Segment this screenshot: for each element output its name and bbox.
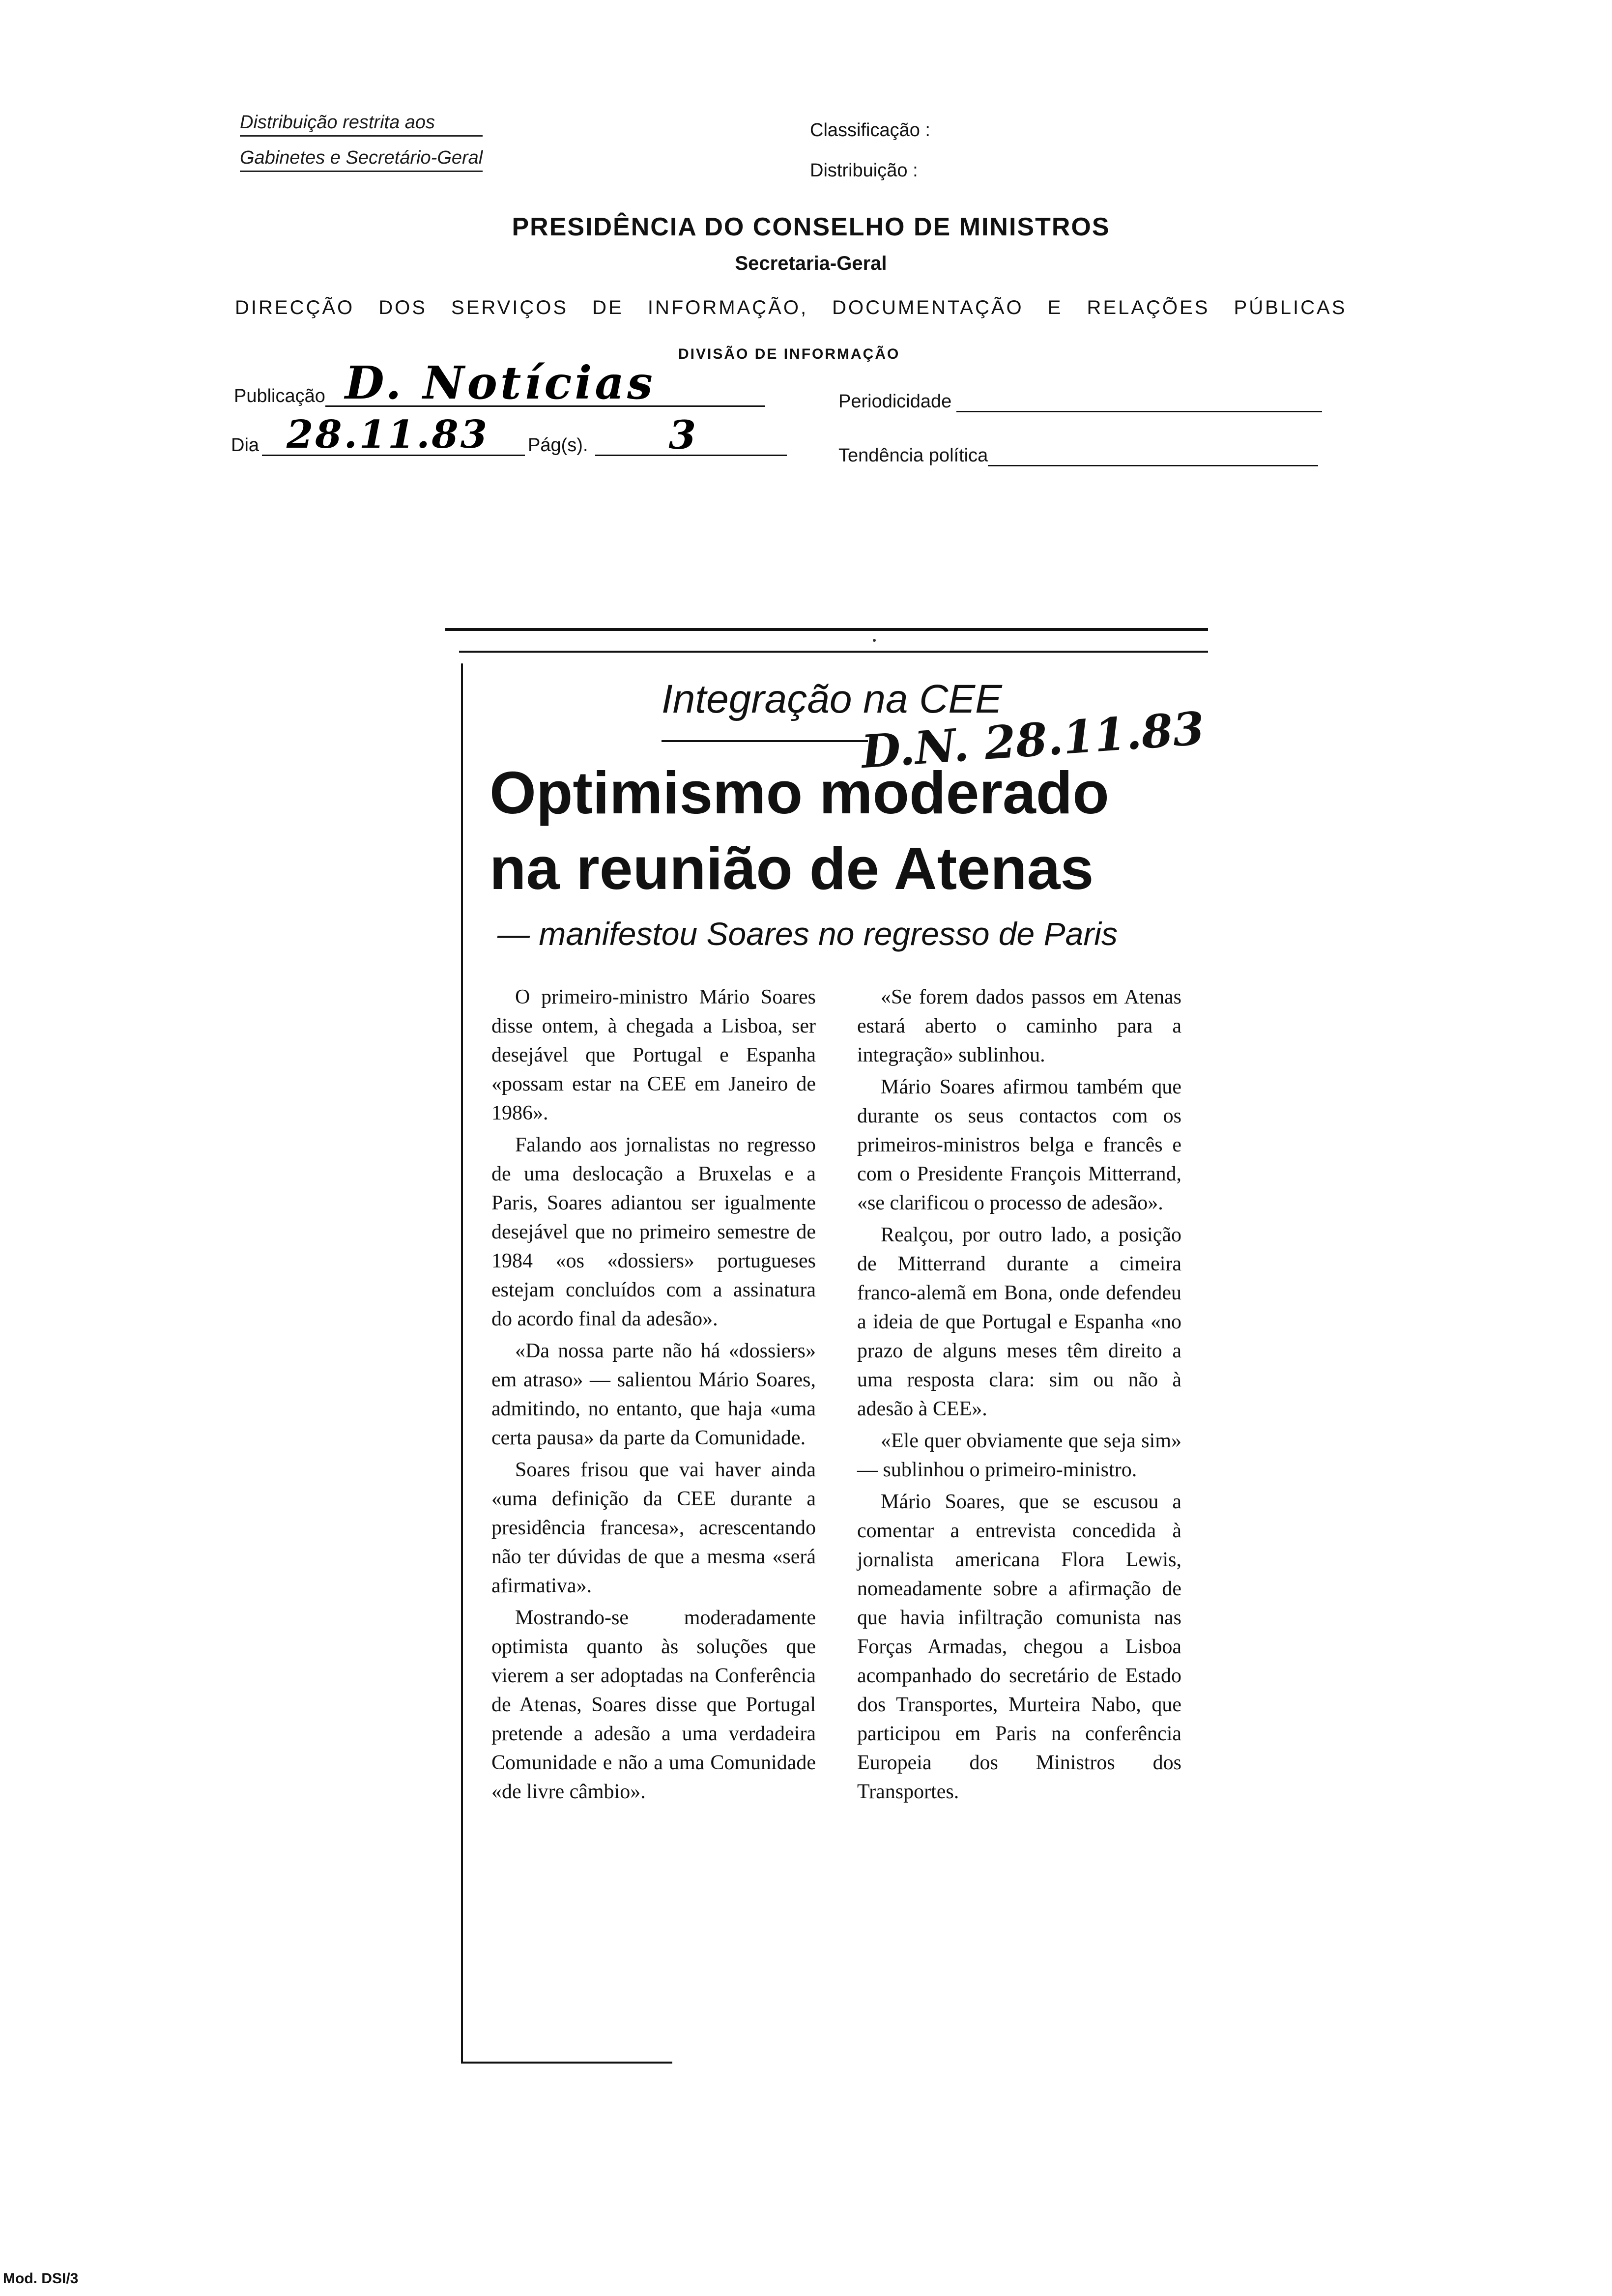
secretaria-title: Secretaria-Geral: [735, 253, 887, 274]
tendencia-row: [838, 445, 1318, 466]
publicacao-value: D. Notícias: [345, 356, 656, 409]
distribuicao-label: Distribuição :: [810, 160, 918, 181]
right-paragraph: «Ele quer obviamente que seja sim» — sublinhou o primeiro-ministro.: [857, 1430, 1181, 1481]
clipping-left-border: [461, 663, 463, 2062]
article-right-column: [857, 983, 1181, 1809]
clipping-top-rule: [445, 628, 1208, 631]
clipping-bottom-border: [461, 2062, 672, 2064]
pags-label: Pág(s).: [528, 435, 588, 456]
divisao-title: DIVISÃO DE INFORMAÇÃO: [678, 346, 900, 362]
tendencia-field: [988, 449, 1318, 466]
direccao-title: DIRECÇÃO DOS SERVIÇOS DE INFORMAÇÃO, DOCUMENTAÇÃO E RELAÇÕES PÚBLICAS: [235, 297, 1347, 318]
right-paragraph: Realçou, por outro lado, a posição de Mitterrand durante a cimeira franco-alemã em Bona, onde defendeu a ideia de que Portugal e Espanha «no prazo de alguns meses têm direito a uma resposta clara: sim ou não à adesão à CEE».: [857, 1224, 1181, 1420]
headline-line-2: na reunião de Atenas: [489, 835, 1094, 902]
restriction-line-1: Distribuição restrita aos: [240, 112, 483, 137]
pags-field: [595, 412, 787, 458]
right-paragraph: Mário Soares, que se escusou a comentar a entrevista concedida à jornalista americana Flora Lewis, nomeadamente sobre a afirmação de que havia infiltração comunista nas Forças Armadas, chegou a Lisboa acompanhado do secretário de Estado dos Transportes, Murteira Nabo, que participou em Paris na conferência Europeia dos Ministros dos Transportes.: [857, 1491, 1181, 1803]
right-paragraph: «Se forem dados passos em Atenas estará aberto o caminho para a integração» sublinhou.: [857, 986, 1181, 1066]
dia-label: Dia: [231, 435, 259, 456]
right-paragraph: Mário Soares afirmou também que durante os seus contactos com os primeiros-ministros belga e francês e com o Presidente François Mitterrand, «se clarificou o processo de adesão».: [857, 1076, 1181, 1214]
periodicidade-row: [838, 391, 1322, 412]
publicacao-field: [325, 356, 765, 409]
dia-value: 28.11.83: [287, 412, 489, 457]
handwritten-date-annotation: D.N. 28.11.83: [860, 701, 1206, 779]
periodicidade-label: Periodicidade: [838, 391, 952, 412]
dia-row: [231, 412, 787, 458]
article-left-column: [491, 983, 816, 1809]
classificacao-label: Classificação :: [810, 120, 930, 141]
headline-line-1: Optimismo moderado: [489, 759, 1109, 826]
section-title: Integração na CEE: [662, 677, 1002, 721]
left-paragraph: Falando aos jornalistas no regresso de uma deslocação a Bruxelas e a Paris, Soares adiantou ser igualmente desejável que no primeiro semestre de 1984 «os «dossiers» portugueses estejam concluídos com a assinatura do acordo final da adesão».: [491, 1134, 816, 1330]
publicacao-label: Publicação: [234, 386, 325, 406]
form-model-code: Mod. DSI/3: [3, 2270, 79, 2287]
tendencia-label: Tendência política: [838, 445, 988, 466]
presidencia-title: PRESIDÊNCIA DO CONSELHO DE MINISTROS: [512, 213, 1110, 241]
section-underline: [662, 740, 868, 742]
rule-dot: [873, 639, 876, 642]
publicacao-row: [234, 356, 765, 409]
headline-subtitle: — manifestou Soares no regresso de Paris: [497, 916, 1118, 952]
left-paragraph: Soares frisou que vai haver ainda «uma definição da CEE durante a presidência francesa», acrescentando não ter dúvidas de que a mesma «será afirmativa».: [491, 1459, 816, 1597]
periodicidade-field: [956, 395, 1322, 412]
restriction-note: [240, 112, 483, 183]
restriction-line-2: Gabinetes e Secretário-Geral: [240, 147, 483, 172]
pags-value: 3: [668, 412, 696, 458]
dia-field: [262, 412, 525, 457]
clipping-second-rule: [459, 651, 1208, 653]
left-paragraph: «Da nossa parte não há «dossiers» em atraso» — salientou Mário Soares, admitindo, no entanto, que haja «uma certa pausa» da parte da Comunidade.: [491, 1340, 816, 1449]
left-paragraph: Mostrando-se moderadamente optimista quanto às soluções que vierem a ser adoptadas na Conferência de Atenas, Soares disse que Portugal pretende a adesão a uma verdadeira Comunidade e não a uma Comunidade «de livre câmbio».: [491, 1607, 816, 1803]
left-paragraph: O primeiro-ministro Mário Soares disse ontem, à chegada a Lisboa, ser desejável que Portugal e Espanha «possam estar na CEE em Janeiro de 1986».: [491, 986, 816, 1124]
